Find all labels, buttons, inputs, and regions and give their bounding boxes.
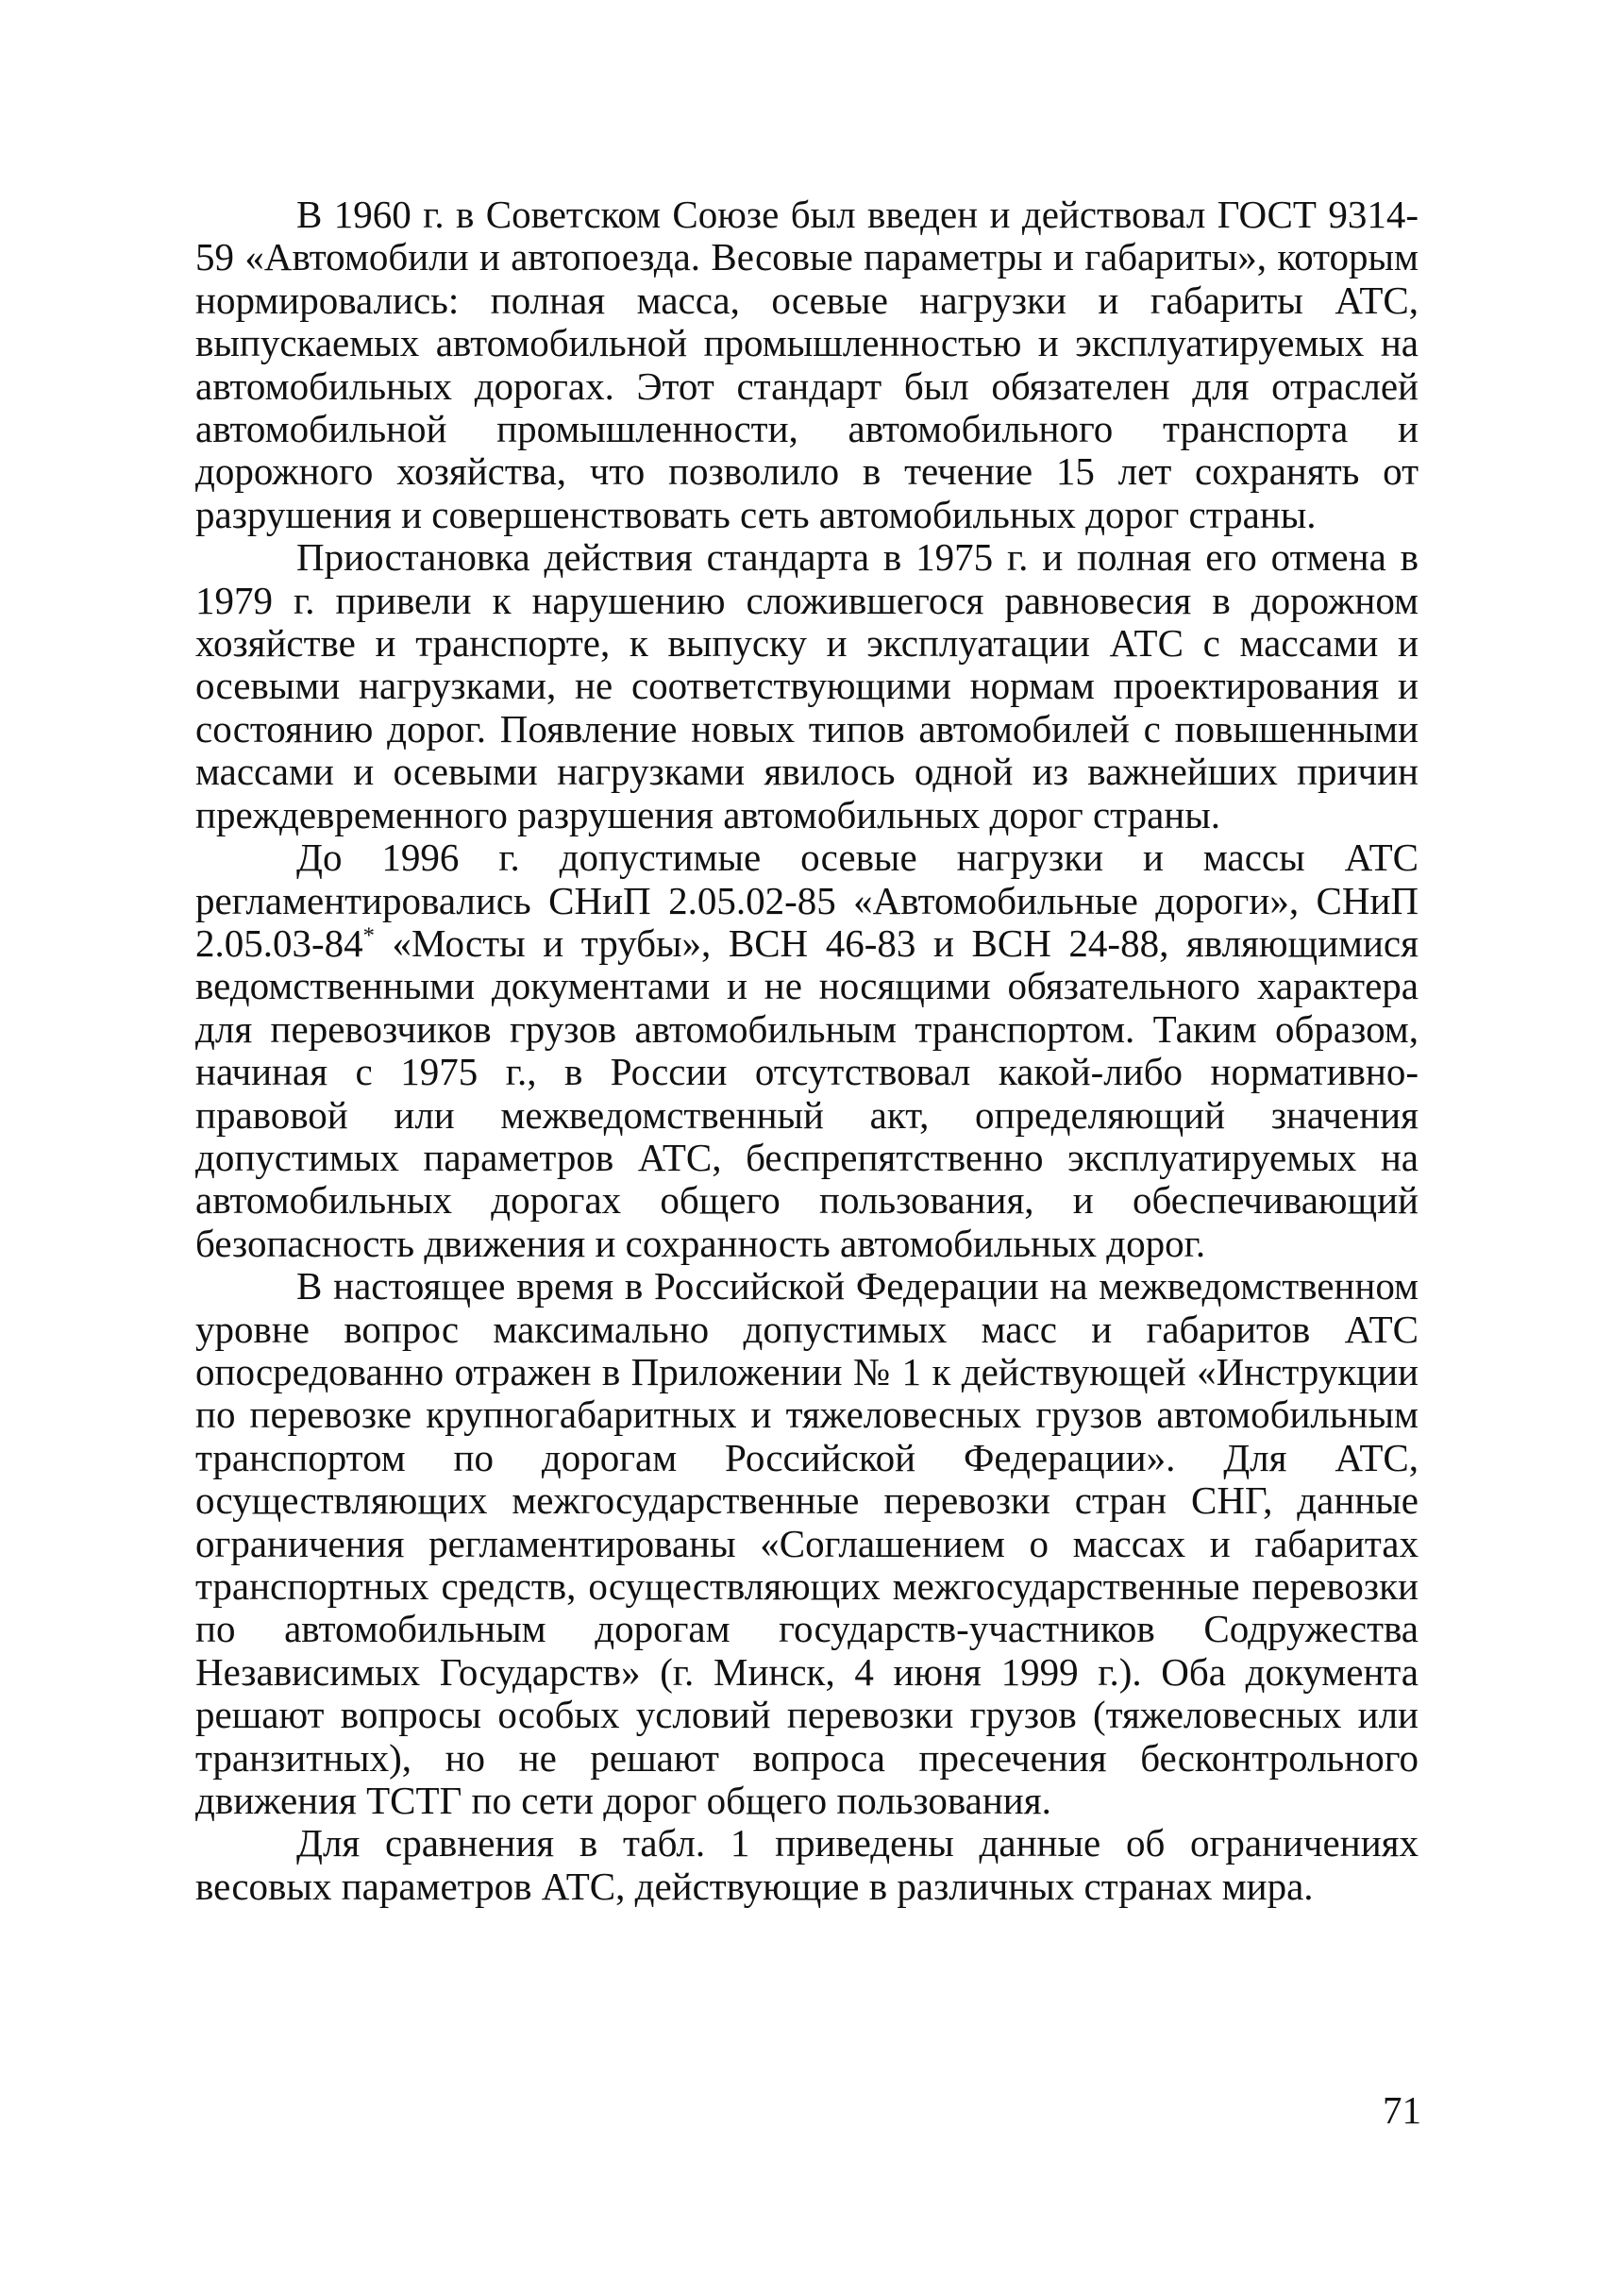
paragraph-snip-regulations bbox=[195, 836, 1419, 1265]
paragraph-standard-suspension: Приостановка действия стандарта в 1975 г. и полная его отмена в 1979 г. привели к нарушению сложившегося равновесия в дорожном хозяйстве и транспорте, к выпуску и эксплуатации АТС с массами и осевыми нагрузками, не соответствующими нормам проектирования и состоянию дорог. Появление новых типов автомобилей с повышенными массами и осевыми нагрузками явилось одной из важнейших причин преждевременного разрушения автомобильных дорог страны. bbox=[195, 535, 1419, 836]
paragraph-table-reference: Для сравнения в табл. 1 приведены данные об ограничениях весовых параметров АТС, действующие в различных странах мира. bbox=[195, 1821, 1419, 1908]
page-number: 71 bbox=[1383, 2088, 1421, 2132]
paragraph-current-regulation: В настоящее время в Российской Федерации на межведомственном уровне вопрос максимально допустимых масс и габаритов АТС опосредованно отражен в Приложении № 1 к действующей «Инструкции по перевозке крупногабаритных и тяжеловесных грузов автомобильным транспортом по дорогам Российской Федерации». Для АТС, осуществляющих межгосударственные перевозки стран СНГ, данные ограничения регламентированы «Соглашением о массах и габаритах транспортных средств, осуществляющих межгосударственные перевозки по автомобильным дорогам государств-участников Содружества Независимых Государств» (г. Минск, 4 июня 1999 г.). Оба документа решают вопросы особых условий перевозки грузов (тяжеловесных или транзитных), но не решают вопроса пресечения бесконтрольного движения ТСТГ по сети дорог общего пользования. bbox=[195, 1264, 1419, 1823]
body-text bbox=[195, 194, 1419, 1908]
paragraph-snip-text-before: До 1996 г. допустимые осевые нагрузки и массы АТС регламентировались СНиП 2.05.02-85 «Автомобильные дороги», СНиП 2.05.03-84 bbox=[195, 836, 1419, 965]
paragraph-snip-text-after: «Мосты и трубы», ВСН 46-83 и ВСН 24-88, являющимися ведомственными документами и не носящими обязательного характера для перевозчиков грузов автомобильным транспортом. Таким образом, начиная с 1975 г., в России отсутствовал какой-либо нормативно-правовой или межведомственный акт, определяющий значения допустимых параметров АТС, беспрепятственно эксплуатируемых на автомобильных дорогах общего пользования, и обеспечивающий безопасность движения и сохранность автомобильных дорог. bbox=[195, 920, 1419, 1265]
footnote-asterisk: * bbox=[362, 922, 375, 949]
paragraph-gost-1960: В 1960 г. в Советском Союзе был введен и действовал ГОСТ 9314-59 «Автомобили и автопоезда. Весовые параметры и габариты», которым нормировались: полная масса, осевые нагрузки и габариты АТС, выпускаемых автомобильной промышленностью и эксплуатируемых на автомобильных дорогах. Этот стандарт был обязателен для отраслей автомобильной промышленности, автомобильного транспорта и дорожного хозяйства, что позволило в течение 15 лет сохранять от разрушения и совершенствовать сеть автомобильных дорог страны. bbox=[195, 193, 1419, 536]
